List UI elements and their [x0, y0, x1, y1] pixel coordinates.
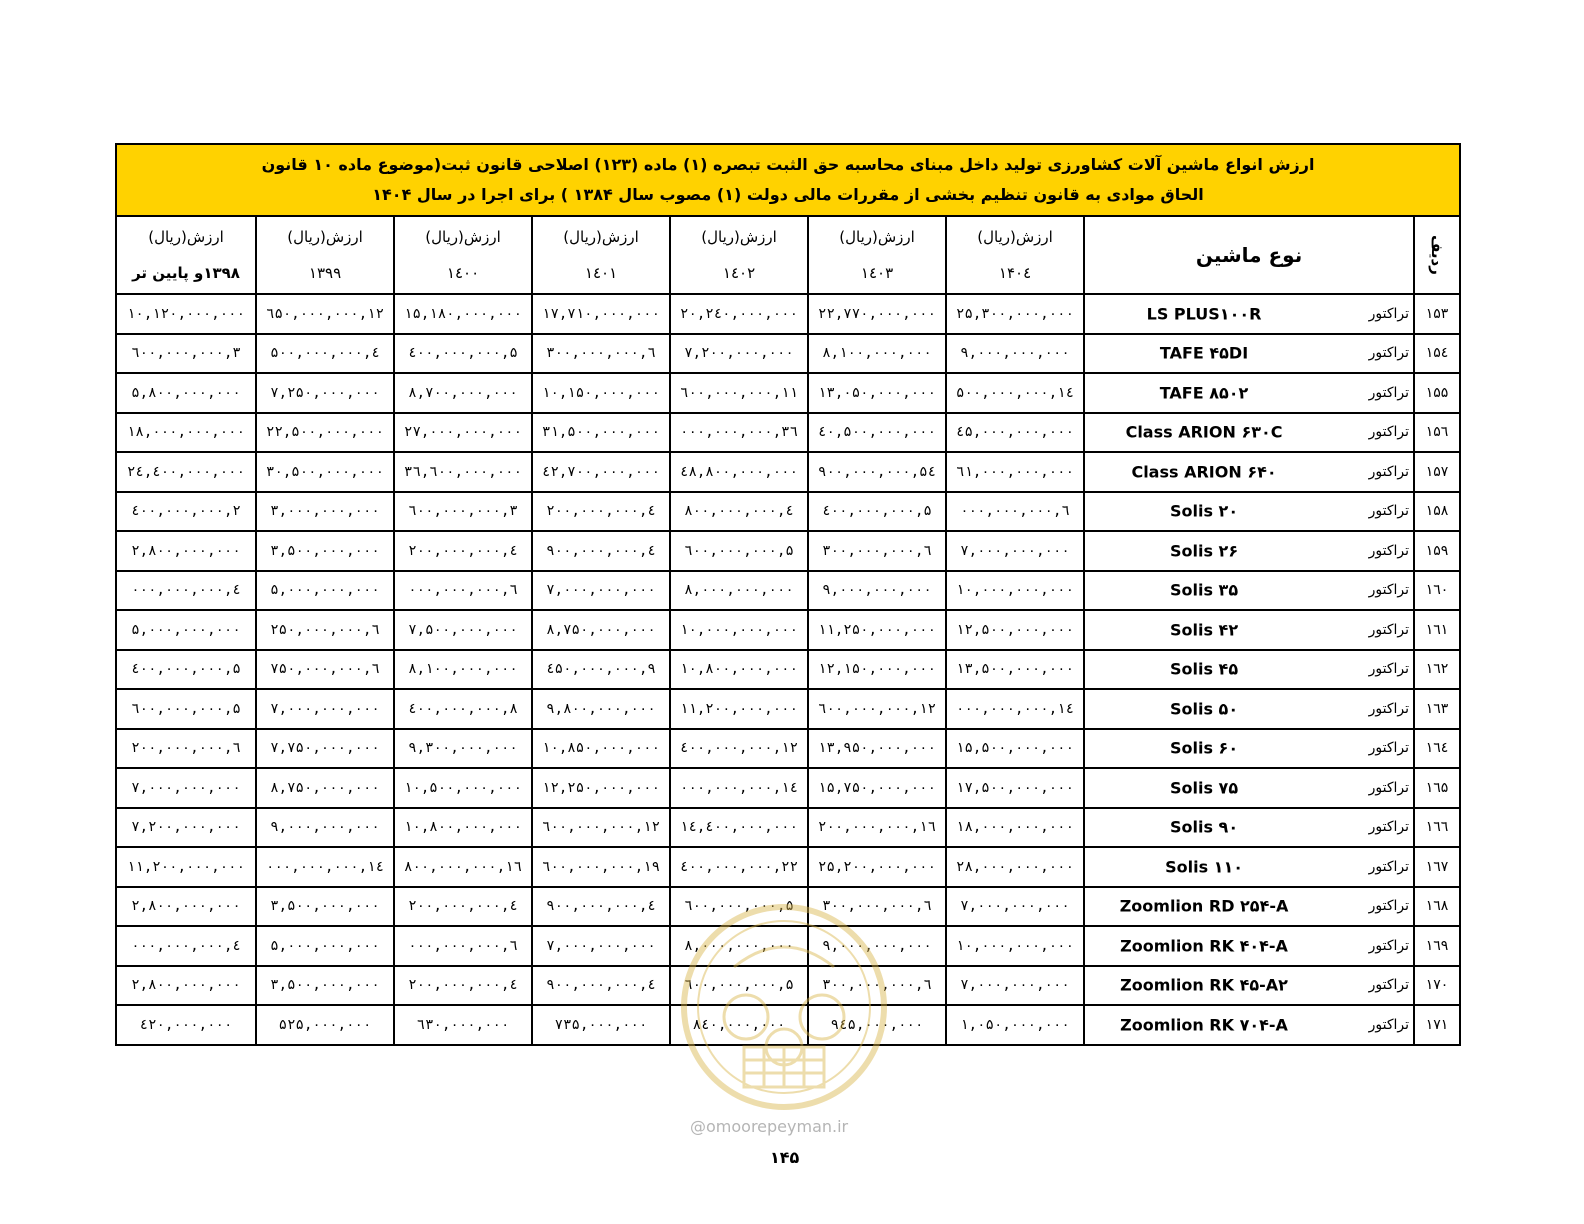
row-index: ۱٦۱: [1414, 610, 1460, 650]
header-year-4: [394, 216, 532, 294]
value-cell: ۱٤,٤۰۰,۰۰۰,۰۰۰: [670, 808, 808, 848]
value-cell: ٦,۲۵۰,۰۰۰,۰۰۰: [256, 610, 394, 650]
value-cell: ۷,۲۰۰,۰۰۰,۰۰۰: [116, 808, 256, 848]
value-cell: ۸,۰۰۰,۰۰۰,۰۰۰: [670, 571, 808, 611]
machine-model: Zoomlion RK ۷۰۴-A: [1120, 1015, 1288, 1035]
row-index: ۱٦۳: [1414, 689, 1460, 729]
value-cell: ٤۰,۵۰۰,۰۰۰,۰۰۰: [808, 413, 946, 453]
machine-model: Solis ۲۶: [1169, 541, 1239, 561]
value-cell: ۸,۰۰۰,۰۰۰,۰۰۰: [670, 926, 808, 966]
machine-cell: [1084, 334, 1414, 374]
row-index: ۱۵٦: [1414, 413, 1460, 453]
row-index: ۱٦۷: [1414, 847, 1460, 887]
value-cell: ۹٤۵,۰۰۰,۰۰۰: [808, 1005, 946, 1045]
value-cell: ۳,٦۰۰,۰۰۰,۰۰۰: [394, 492, 532, 532]
machine-type: تراکتور: [1368, 384, 1410, 401]
row-index: ۱٦۹: [1414, 926, 1460, 966]
machine-cell: [1084, 452, 1414, 492]
value-cell: ۵,٦۰۰,۰۰۰,۰۰۰: [670, 887, 808, 927]
value-cell: ۱٦,۲۰۰,۰۰۰,۰۰۰: [808, 808, 946, 848]
table-title: [116, 144, 1460, 216]
value-cell: ۳,۵۰۰,۰۰۰,۰۰۰: [256, 531, 394, 571]
row-index: ۱٦۵: [1414, 768, 1460, 808]
row-index: ۱۷۰: [1414, 966, 1460, 1006]
value-cell: ۱۰,۸۰۰,۰۰۰,۰۰۰: [394, 808, 532, 848]
table-row: [116, 610, 1460, 650]
table-row: [116, 689, 1460, 729]
machine-cell: [1084, 492, 1414, 532]
value-cell: ۹,٤۵۰,۰۰۰,۰۰۰: [532, 650, 670, 690]
value-cell: ۱۰,۸۵۰,۰۰۰,۰۰۰: [532, 729, 670, 769]
value-cell: ۳,٦۰۰,۰۰۰,۰۰۰: [116, 334, 256, 374]
value-cell: ٤۲۰,۰۰۰,۰۰۰: [116, 1005, 256, 1045]
header-index: ردیف: [1414, 216, 1460, 294]
value-cell: ۷,۲۰۰,۰۰۰,۰۰۰: [670, 334, 808, 374]
row-index: ۱۵۳: [1414, 294, 1460, 334]
value-cell: ٤,۵۰۰,۰۰۰,۰۰۰: [256, 334, 394, 374]
table-body: [116, 294, 1460, 1045]
machine-cell: [1084, 610, 1414, 650]
machine-model: Solis ۲۰: [1169, 501, 1239, 521]
value-cell: ۲۵,۳۰۰,۰۰۰,۰۰۰: [946, 294, 1084, 334]
value-cell: ۷,۰۰۰,۰۰۰,۰۰۰: [946, 966, 1084, 1006]
header-year-label: ۱٤۰۳: [860, 264, 894, 282]
value-cell: ۹,۰۰۰,۰۰۰,۰۰۰: [946, 334, 1084, 374]
machine-type: تراکتور: [1368, 858, 1410, 875]
table-row: [116, 373, 1460, 413]
header-value-label: ارزش(ریال): [839, 228, 915, 246]
value-cell: ۸,٤۰۰,۰۰۰,۰۰۰: [394, 689, 532, 729]
machine-model: LS PLUS۱۰۰R: [1146, 304, 1262, 324]
value-cell: ۷,۰۰۰,۰۰۰,۰۰۰: [946, 887, 1084, 927]
value-cell: ۵,٤۰۰,۰۰۰,۰۰۰: [808, 492, 946, 532]
value-cell: ٤۲,۷۰۰,۰۰۰,۰۰۰: [532, 452, 670, 492]
value-cell: ۱۱,۲۰۰,۰۰۰,۰۰۰: [670, 689, 808, 729]
value-cell: ۱۲,۲۵۰,۰۰۰,۰۰۰: [532, 768, 670, 808]
table-row: [116, 768, 1460, 808]
value-cell: ٤,۹۰۰,۰۰۰,۰۰۰: [532, 887, 670, 927]
value-cell: ۵,۰۰۰,۰۰۰,۰۰۰: [256, 571, 394, 611]
row-index: ۱۵٤: [1414, 334, 1460, 374]
value-cell: ٤,۸۰۰,۰۰۰,۰۰۰: [670, 492, 808, 532]
value-cell: ٦,۰۰۰,۰۰۰,۰۰۰: [946, 492, 1084, 532]
machine-model: Solis ۱۱۰: [1165, 857, 1243, 877]
value-cell: ۷,۷۵۰,۰۰۰,۰۰۰: [256, 729, 394, 769]
table-row: [116, 926, 1460, 966]
machine-cell: [1084, 689, 1414, 729]
machine-type: تراکتور: [1368, 779, 1410, 796]
value-cell: ٦,۷۵۰,۰۰۰,۰۰۰: [256, 650, 394, 690]
value-cell: ۳۱,۵۰۰,۰۰۰,۰۰۰: [532, 413, 670, 453]
machine-cell: [1084, 571, 1414, 611]
header-row: [116, 216, 1460, 294]
value-cell: ۱٤,۰۰۰,۰۰۰,۰۰۰: [670, 768, 808, 808]
value-cell: ۱۱,۲۰۰,۰۰۰,۰۰۰: [116, 847, 256, 887]
valuation-table: [115, 143, 1461, 1046]
value-cell: ۸,۱۰۰,۰۰۰,۰۰۰: [808, 334, 946, 374]
row-index: ۱٦۰: [1414, 571, 1460, 611]
value-cell: ۱۹,٦۰۰,۰۰۰,۰۰۰: [532, 847, 670, 887]
machine-model: Solis ۴۵: [1169, 659, 1239, 679]
value-cell: ۹,۰۰۰,۰۰۰,۰۰۰: [808, 571, 946, 611]
value-cell: ۳,۰۰۰,۰۰۰,۰۰۰: [256, 492, 394, 532]
value-cell: ۱۱,۲۵۰,۰۰۰,۰۰۰: [808, 610, 946, 650]
value-cell: ۹,۰۰۰,۰۰۰,۰۰۰: [256, 808, 394, 848]
table-row: [116, 492, 1460, 532]
value-cell: ٦,۳۰۰,۰۰۰,۰۰۰: [532, 334, 670, 374]
value-cell: ۱۰,۱۵۰,۰۰۰,۰۰۰: [532, 373, 670, 413]
value-cell: ۱۵,۵۰۰,۰۰۰,۰۰۰: [946, 729, 1084, 769]
header-year-label: ۱۳۹۹: [308, 264, 342, 282]
value-cell: ۲۰,۲٤۰,۰۰۰,۰۰۰: [670, 294, 808, 334]
machine-cell: [1084, 729, 1414, 769]
machine-model: Solis ۵۰: [1169, 699, 1239, 719]
value-cell: ۲,۸۰۰,۰۰۰,۰۰۰: [116, 531, 256, 571]
value-cell: ٦,۰۰۰,۰۰۰,۰۰۰: [394, 926, 532, 966]
machine-cell: [1084, 887, 1414, 927]
value-cell: ۲۵,۲۰۰,۰۰۰,۰۰۰: [808, 847, 946, 887]
header-year-3: [532, 216, 670, 294]
value-cell: ۵,۸۰۰,۰۰۰,۰۰۰: [116, 373, 256, 413]
header-year-1: [808, 216, 946, 294]
header-year-label: ۱٤۰۲: [722, 264, 756, 282]
header-year-0: [946, 216, 1084, 294]
machine-cell: [1084, 768, 1414, 808]
table-row: [116, 334, 1460, 374]
machine-type: تراکتور: [1368, 977, 1410, 994]
value-cell: ۲٤,٤۰۰,۰۰۰,۰۰۰: [116, 452, 256, 492]
value-cell: ۱۰,۰۰۰,۰۰۰,۰۰۰: [946, 926, 1084, 966]
header-year-label: ۱۳۹۸و پایین تر: [132, 264, 240, 282]
header-value-label: ارزش(ریال): [425, 228, 501, 246]
value-cell: ۵,٤۰۰,۰۰۰,۰۰۰: [116, 650, 256, 690]
row-index: ۱۵۸: [1414, 492, 1460, 532]
machine-type: تراکتور: [1368, 1016, 1410, 1033]
value-cell: ۹,۳۰۰,۰۰۰,۰۰۰: [394, 729, 532, 769]
machine-cell: [1084, 847, 1414, 887]
value-cell: ٦,۳۰۰,۰۰۰,۰۰۰: [808, 887, 946, 927]
value-cell: ۲۲,۵۰۰,۰۰۰,۰۰۰: [256, 413, 394, 453]
value-cell: ٤,۲۰۰,۰۰۰,۰۰۰: [532, 492, 670, 532]
value-cell: ۷,۰۰۰,۰۰۰,۰۰۰: [532, 571, 670, 611]
table-row: [116, 887, 1460, 927]
row-index: ۱٦۲: [1414, 650, 1460, 690]
machine-model: Solis ۳۵: [1169, 580, 1239, 600]
value-cell: ۱۲,۵۰۰,۰۰۰,۰۰۰: [946, 610, 1084, 650]
value-cell: ۳,۵۰۰,۰۰۰,۰۰۰: [256, 966, 394, 1006]
header-value-label: ارزش(ریال): [701, 228, 777, 246]
value-cell: ٤,۰۰۰,۰۰۰,۰۰۰: [116, 926, 256, 966]
header-machine-type: نوع ماشین: [1084, 216, 1414, 294]
value-cell: ۱۲,٦۰۰,۰۰۰,۰۰۰: [532, 808, 670, 848]
table-row: [116, 531, 1460, 571]
value-cell: ۸٤۰,۰۰۰,۰۰۰: [670, 1005, 808, 1045]
machine-model: Solis ۹۰: [1169, 817, 1239, 837]
value-cell: ۱۷,۷۱۰,۰۰۰,۰۰۰: [532, 294, 670, 334]
machine-cell: [1084, 966, 1414, 1006]
row-index: ۱۷۱: [1414, 1005, 1460, 1045]
machine-type: تراکتور: [1368, 937, 1410, 954]
machine-model: Solis ۷۵: [1169, 778, 1239, 798]
row-index: ۱۵۹: [1414, 531, 1460, 571]
value-cell: ٤۸,۸۰۰,۰۰۰,۰۰۰: [670, 452, 808, 492]
title-line-2: الحاق موادی به قانون تنظیم بخشی از مقررات مالی دولت (۱) مصوب سال ۱۳۸۴ ) برای اجرا در سال ۱۴۰۴: [372, 185, 1204, 204]
value-cell: ۳۰,۵۰۰,۰۰۰,۰۰۰: [256, 452, 394, 492]
value-cell: ٤,۲۰۰,۰۰۰,۰۰۰: [394, 531, 532, 571]
value-cell: ۷,۰۰۰,۰۰۰,۰۰۰: [532, 926, 670, 966]
value-cell: ۷,۰۰۰,۰۰۰,۰۰۰: [116, 768, 256, 808]
value-cell: ۱۲,٤۰۰,۰۰۰,۰۰۰: [670, 729, 808, 769]
value-cell: ۱۲,۱۵۰,۰۰۰,۰۰۰: [808, 650, 946, 690]
header-year-2: [670, 216, 808, 294]
value-cell: ۷,۲۵۰,۰۰۰,۰۰۰: [256, 373, 394, 413]
value-cell: ۱۰,۵۰۰,۰۰۰,۰۰۰: [394, 768, 532, 808]
value-cell: ۱۰,۰۰۰,۰۰۰,۰۰۰: [946, 571, 1084, 611]
machine-model: Class ARION ۶۳۰C: [1125, 422, 1283, 442]
table-row: [116, 413, 1460, 453]
machine-model: Solis ۶۰: [1169, 738, 1239, 758]
table-row: [116, 729, 1460, 769]
header-year-6: [116, 216, 256, 294]
value-cell: ٤,۰۰۰,۰۰۰,۰۰۰: [116, 571, 256, 611]
value-cell: ۱۸,۰۰۰,۰۰۰,۰۰۰: [946, 808, 1084, 848]
machine-type: تراکتور: [1368, 819, 1410, 836]
value-cell: ۷,۰۰۰,۰۰۰,۰۰۰: [256, 689, 394, 729]
machine-cell: [1084, 531, 1414, 571]
machine-type: تراکتور: [1368, 661, 1410, 678]
table-row: [116, 808, 1460, 848]
value-cell: ۱٤,۰۰۰,۰۰۰,۰۰۰: [256, 847, 394, 887]
machine-type: تراکتور: [1368, 345, 1410, 362]
machine-type: تراکتور: [1368, 503, 1410, 520]
value-cell: ٤,۹۰۰,۰۰۰,۰۰۰: [532, 966, 670, 1006]
value-cell: ۱۳,۹۵۰,۰۰۰,۰۰۰: [808, 729, 946, 769]
machine-model: Class ARION ۶۴۰: [1131, 462, 1277, 482]
title-line-1: ارزش انواع ماشین آلات کشاورزی تولید داخل مبنای محاسبه حق الثبت تبصره (۱) ماده (۱۲۳) اصلاحی قانون ثبت(موضوع ماده ۱۰ قانون: [261, 155, 1315, 174]
machine-type: تراکتور: [1368, 740, 1410, 757]
value-cell: ۲۲,٤۰۰,۰۰۰,۰۰۰: [670, 847, 808, 887]
value-cell: ۲,٤۰۰,۰۰۰,۰۰۰: [116, 492, 256, 532]
value-cell: ۵٤,۹۰۰,۰۰۰,۰۰۰: [808, 452, 946, 492]
row-index: ۱٦۸: [1414, 887, 1460, 927]
page-number: ۱۴۵: [770, 1148, 800, 1167]
value-cell: ۸,۱۰۰,۰۰۰,۰۰۰: [394, 650, 532, 690]
header-year-label: ۱٤۰۱: [584, 264, 618, 282]
machine-type: تراکتور: [1368, 542, 1410, 559]
value-cell: ۱۲,٦۵۰,۰۰۰,۰۰۰: [256, 294, 394, 334]
value-cell: ٦,۳۰۰,۰۰۰,۰۰۰: [808, 531, 946, 571]
value-cell: ٦,۲۰۰,۰۰۰,۰۰۰: [116, 729, 256, 769]
value-cell: ٦,۳۰۰,۰۰۰,۰۰۰: [808, 966, 946, 1006]
table-row: [116, 966, 1460, 1006]
table-row: [116, 1005, 1460, 1045]
header-year-label: ۱٤۰۰: [446, 264, 480, 282]
machine-model: Zoomlion RD ۲۵۴-A: [1119, 896, 1289, 916]
value-cell: ۳٦,۰۰۰,۰۰۰,۰۰۰: [670, 413, 808, 453]
value-cell: ٦۳۰,۰۰۰,۰۰۰: [394, 1005, 532, 1045]
machine-model: TAFE ۴۵DI: [1159, 343, 1249, 363]
value-cell: ۵,٤۰۰,۰۰۰,۰۰۰: [394, 334, 532, 374]
value-cell: ۱۳,۵۰۰,۰۰۰,۰۰۰: [946, 650, 1084, 690]
machine-cell: [1084, 373, 1414, 413]
value-cell: ۵,٦۰۰,۰۰۰,۰۰۰: [670, 531, 808, 571]
table-row: [116, 294, 1460, 334]
value-cell: ۱٦,۸۰۰,۰۰۰,۰۰۰: [394, 847, 532, 887]
machine-cell: [1084, 1005, 1414, 1045]
row-index: ۱٦٦: [1414, 808, 1460, 848]
machine-type: تراکتور: [1368, 898, 1410, 915]
value-cell: ۲,۸۰۰,۰۰۰,۰۰۰: [116, 887, 256, 927]
table-row: [116, 847, 1460, 887]
value-cell: ۵,۰۰۰,۰۰۰,۰۰۰: [116, 610, 256, 650]
value-cell: ٦۱,۰۰۰,۰۰۰,۰۰۰: [946, 452, 1084, 492]
value-cell: ۵,٦۰۰,۰۰۰,۰۰۰: [116, 689, 256, 729]
value-cell: ۵۲۵,۰۰۰,۰۰۰: [256, 1005, 394, 1045]
machine-type: تراکتور: [1368, 582, 1410, 599]
header-value-label: ارزش(ریال): [563, 228, 639, 246]
value-cell: ۱۲,٦۰۰,۰۰۰,۰۰۰: [808, 689, 946, 729]
value-cell: ٤۵,۰۰۰,۰۰۰,۰۰۰: [946, 413, 1084, 453]
header-value-label: ارزش(ریال): [977, 228, 1053, 246]
value-cell: ۱,۰۵۰,۰۰۰,۰۰۰: [946, 1005, 1084, 1045]
value-cell: ۷,۵۰۰,۰۰۰,۰۰۰: [394, 610, 532, 650]
machine-cell: [1084, 808, 1414, 848]
value-cell: ۹,۰۰۰,۰۰۰,۰۰۰: [808, 926, 946, 966]
value-cell: ۱٤,۰۰۰,۰۰۰,۰۰۰: [946, 689, 1084, 729]
value-cell: ۷۳۵,۰۰۰,۰۰۰: [532, 1005, 670, 1045]
value-cell: ٤,۲۰۰,۰۰۰,۰۰۰: [394, 966, 532, 1006]
value-cell: ۸,۷۵۰,۰۰۰,۰۰۰: [256, 768, 394, 808]
value-cell: ۱۱,٦۰۰,۰۰۰,۰۰۰: [670, 373, 808, 413]
value-cell: ۵,۰۰۰,۰۰۰,۰۰۰: [256, 926, 394, 966]
machine-model: Solis ۴۲: [1169, 620, 1239, 640]
machine-model: Zoomlion RK ۴۵-A۲: [1120, 975, 1288, 995]
machine-model: TAFE ۸۵۰۲: [1159, 383, 1249, 403]
machine-cell: [1084, 926, 1414, 966]
row-index: ۱٦٤: [1414, 729, 1460, 769]
value-cell: ۱۰,۸۰۰,۰۰۰,۰۰۰: [670, 650, 808, 690]
value-cell: ۱۰,۱۲۰,۰۰۰,۰۰۰: [116, 294, 256, 334]
value-cell: ۱۸,۰۰۰,۰۰۰,۰۰۰: [116, 413, 256, 453]
value-cell: ۲۲,۷۷۰,۰۰۰,۰۰۰: [808, 294, 946, 334]
value-cell: ۲۸,۰۰۰,۰۰۰,۰۰۰: [946, 847, 1084, 887]
table-row: [116, 650, 1460, 690]
machine-cell: [1084, 294, 1414, 334]
machine-cell: [1084, 413, 1414, 453]
header-value-label: ارزش(ریال): [148, 228, 224, 246]
machine-type: تراکتور: [1368, 463, 1410, 480]
machine-type: تراکتور: [1368, 621, 1410, 638]
value-cell: ٦,۰۰۰,۰۰۰,۰۰۰: [394, 571, 532, 611]
machine-type: تراکتور: [1368, 424, 1410, 441]
machine-cell: [1084, 650, 1414, 690]
value-cell: ۱۷,۵۰۰,۰۰۰,۰۰۰: [946, 768, 1084, 808]
value-cell: ۸,۷۰۰,۰۰۰,۰۰۰: [394, 373, 532, 413]
header-value-label: ارزش(ریال): [287, 228, 363, 246]
value-cell: ۱۵,۱۸۰,۰۰۰,۰۰۰: [394, 294, 532, 334]
value-cell: ۲۷,۰۰۰,۰۰۰,۰۰۰: [394, 413, 532, 453]
value-cell: ۳٦,٦۰۰,۰۰۰,۰۰۰: [394, 452, 532, 492]
table-row: [116, 452, 1460, 492]
value-cell: ۹,۸۰۰,۰۰۰,۰۰۰: [532, 689, 670, 729]
website-watermark: [690, 1117, 848, 1136]
value-cell: ۱۳,۰۵۰,۰۰۰,۰۰۰: [808, 373, 946, 413]
value-cell: ۳,۵۰۰,۰۰۰,۰۰۰: [256, 887, 394, 927]
machine-type: تراکتور: [1368, 700, 1410, 717]
table-row: [116, 571, 1460, 611]
website-text: @omoorepeyman.ir: [690, 1117, 849, 1136]
header-year-5: [256, 216, 394, 294]
row-index: ۱۵۷: [1414, 452, 1460, 492]
value-cell: ۱۰,۰۰۰,۰۰۰,۰۰۰: [670, 610, 808, 650]
machine-type: تراکتور: [1368, 305, 1410, 322]
value-cell: ٤,۹۰۰,۰۰۰,۰۰۰: [532, 531, 670, 571]
value-cell: ۵,٦۰۰,۰۰۰,۰۰۰: [670, 966, 808, 1006]
machine-model: Zoomlion RK ۴۰۴-A: [1120, 936, 1288, 956]
value-cell: ۸,۷۵۰,۰۰۰,۰۰۰: [532, 610, 670, 650]
row-index: ۱۵۵: [1414, 373, 1460, 413]
value-cell: ۷,۰۰۰,۰۰۰,۰۰۰: [946, 531, 1084, 571]
value-cell: ۲,۸۰۰,۰۰۰,۰۰۰: [116, 966, 256, 1006]
value-cell: ۱۵,۷۵۰,۰۰۰,۰۰۰: [808, 768, 946, 808]
value-cell: ۱٤,۵۰۰,۰۰۰,۰۰۰: [946, 373, 1084, 413]
header-year-label: ۱۴۰٤: [998, 264, 1032, 282]
value-cell: ٤,۲۰۰,۰۰۰,۰۰۰: [394, 887, 532, 927]
